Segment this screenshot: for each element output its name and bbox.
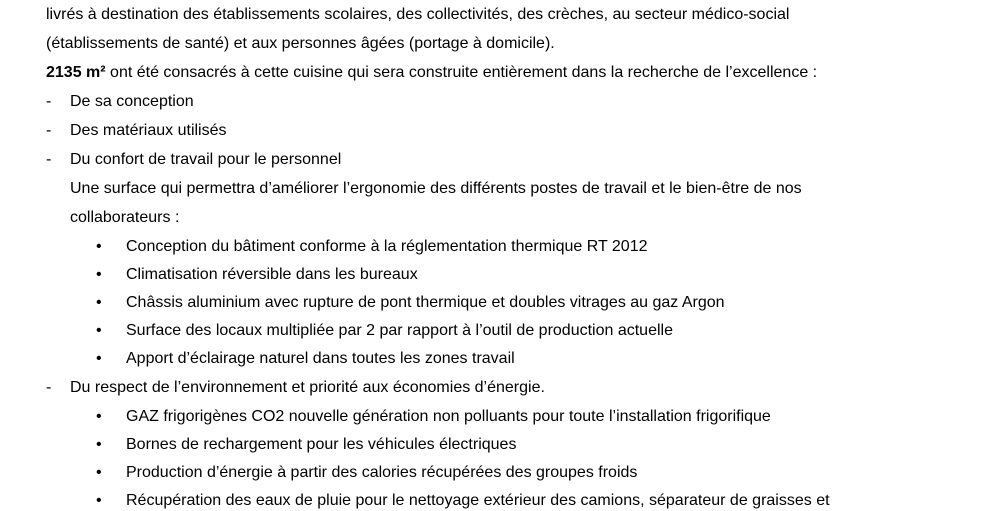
comfort-paragraph-line-1: Une surface qui permettra d’améliorer l’ergonomie des différents postes de travail et le bien-être de nos — [70, 180, 802, 197]
comfort-bullet-2: Climatisation réversible dans les bureaux — [126, 266, 418, 283]
bullet-marker: • — [96, 238, 102, 255]
bullet-marker: • — [96, 408, 102, 425]
comfort-paragraph-line-2: collaborateurs : — [70, 209, 180, 226]
dash-item-environment: Du respect de l’environnement et priorité aux économies d’énergie. — [70, 379, 545, 396]
area-description: ont été consacrés à cette cuisine qui sera construite entièrement dans la recherche de l’excellence : — [105, 64, 818, 81]
bullet-marker: • — [96, 322, 102, 339]
bullet-marker: • — [96, 436, 102, 453]
bullet-marker: • — [96, 266, 102, 283]
comfort-bullet-4: Surface des locaux multipliée par 2 par rapport à l’outil de production actuelle — [126, 322, 673, 339]
comfort-bullet-3: Châssis aluminium avec rupture de pont thermique et doubles vitrages au gaz Argon — [126, 294, 725, 311]
dash-item-conception: De sa conception — [70, 93, 194, 110]
dash-marker: - — [46, 379, 52, 396]
bullet-marker: • — [96, 464, 102, 481]
dash-marker: - — [46, 93, 52, 110]
area-value: 2135 m² — [46, 64, 106, 81]
environment-bullet-1: GAZ frigorigènes CO2 nouvelle génération non polluants pour toute l’installation frigorifique — [126, 408, 771, 425]
dash-item-comfort: Du confort de travail pour le personnel — [70, 151, 342, 168]
environment-bullet-3: Production d’énergie à partir des calories récupérées des groupes froids — [126, 464, 638, 481]
comfort-bullet-5: Apport d’éclairage naturel dans toutes les zones travail — [126, 350, 515, 367]
comfort-bullet-1: Conception du bâtiment conforme à la réglementation thermique RT 2012 — [126, 238, 648, 255]
dash-item-materials: Des matériaux utilisés — [70, 122, 227, 139]
area-paragraph — [46, 63, 817, 83]
environment-bullet-2: Bornes de rechargement pour les véhicules électriques — [126, 436, 517, 453]
intro-line-2: (établissements de santé) et aux personnes âgées (portage à domicile). — [46, 35, 555, 52]
bullet-marker: • — [96, 350, 102, 367]
bullet-marker: • — [96, 492, 102, 509]
intro-line-1: livrés à destination des établissements scolaires, des collectivités, des crèches, au secteur médico-social — [46, 6, 790, 23]
environment-bullet-4: Récupération des eaux de pluie pour le nettoyage extérieur des camions, séparateur de graisses et — [126, 492, 830, 509]
bullet-marker: • — [96, 294, 102, 311]
dash-marker: - — [46, 122, 52, 139]
dash-marker: - — [46, 151, 52, 168]
